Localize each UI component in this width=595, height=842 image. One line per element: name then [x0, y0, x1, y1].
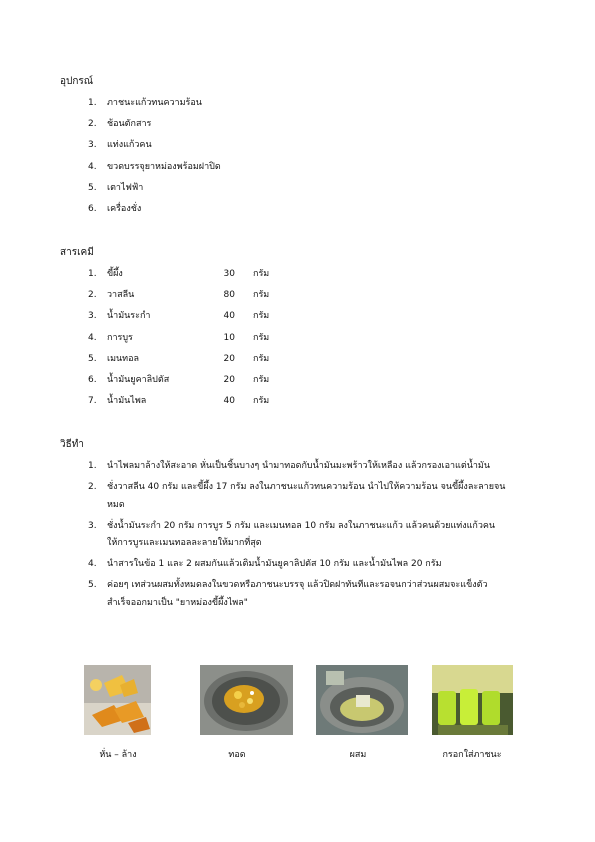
item-number: 1.: [88, 269, 97, 279]
step-text: ชั่งวาสลีน 40 กรัม และขี้ผึ้ง 17 กรัม ลงในภาชนะแก้วทนความร้อน นำไปให้ความร้อน จนขี้ผึ้งละลายจนหมด: [107, 482, 506, 510]
item-number: 3.: [88, 311, 97, 322]
ingredient-name: น้ำมันยูคาลิปตัส: [107, 374, 170, 385]
item-text: ภาชนะแก้วทนความร้อน: [107, 98, 202, 108]
step-number: 4.: [88, 559, 97, 569]
ingredients-heading: สารเคมี: [60, 247, 94, 258]
mixing-wok-photo: [316, 665, 408, 735]
ingredient-unit: กรัม: [253, 269, 270, 279]
method-step: [88, 479, 508, 514]
ingredient-unit: กรัม: [253, 311, 270, 322]
ingredient-unit: กรัม: [253, 332, 270, 343]
ingredient-amount: 20: [223, 353, 235, 364]
filled-jars-photo: [432, 665, 513, 735]
ingredient-unit: กรัม: [253, 396, 270, 407]
item-number: 1.: [88, 98, 97, 108]
sliced-galangal-photo: [84, 665, 151, 735]
ingredient-amount: 10: [223, 332, 235, 343]
item-text: ช้อนตักสาร: [107, 119, 152, 130]
ingredient-amount: 20: [223, 374, 235, 385]
step-text: นำสารในข้อ 1 และ 2 ผสมกันแล้วเติมน้ำมันยูคาลิปตัส 10 กรัม และน้ำมันไพล 20 กรัม: [107, 559, 442, 569]
item-number: 4.: [88, 161, 97, 172]
item-number: 3.: [88, 140, 97, 151]
ingredient-name: น้ำมันระกำ: [107, 311, 151, 322]
ingredient-name: เมนทอล: [107, 353, 140, 364]
step-text: นำไพลมาล้างให้สะอาด หั่นเป็นชิ้นบางๆ นำมาทอดกับน้ำมันมะพร้าวให้เหลือง แล้วกรองเอาแต่น้ำมัน: [107, 461, 490, 471]
photo-caption: ทอด: [228, 750, 246, 760]
photo-caption: กรอกใส่ภาชนะ: [442, 750, 502, 760]
ingredient-amount: 30: [223, 269, 235, 279]
photo-caption: ผสม: [349, 750, 367, 760]
ingredient-name: ขี้ผึ้ง: [107, 269, 123, 279]
method-step: [88, 518, 508, 553]
photo-strip: [0, 665, 595, 735]
ingredient-name: การบูร: [107, 332, 133, 343]
item-number: 6.: [88, 203, 97, 214]
method-step: [88, 556, 508, 574]
step-text: ชั่งน้ำมันระกำ 20 กรัม การบูร 5 กรัม และเมนทอล 10 กรัม ลงในภาชนะแก้ว แล้วคนด้วยแท่งแก้วคนให้การบูรและเมนทอลละลายให้มากที่สุด: [107, 520, 496, 548]
step-number: 1.: [88, 461, 97, 471]
ingredient-amount: 80: [223, 290, 235, 301]
item-text: เตาไฟฟ้า: [107, 182, 144, 193]
step-number: 3.: [88, 520, 97, 531]
ingredient-amount: 40: [223, 396, 235, 407]
item-text: ขวดบรรจุยาหม่องพร้อมฝาปิด: [107, 161, 221, 172]
item-number: 2.: [88, 119, 97, 130]
item-number: 7.: [88, 396, 97, 407]
method-step: [88, 458, 508, 476]
photo-caption: หั่น – ล้าง: [99, 750, 137, 760]
item-number: 6.: [88, 374, 97, 385]
ingredient-unit: กรัม: [253, 290, 270, 301]
frying-pan-photo: [200, 665, 293, 735]
step-number: 2.: [88, 482, 97, 492]
ingredient-unit: กรัม: [253, 374, 270, 385]
item-number: 4.: [88, 332, 97, 343]
ingredient-name: น้ำมันไพล: [107, 396, 147, 407]
item-text: แท่งแก้วคน: [107, 140, 152, 151]
method-heading: วิธีทำ: [60, 439, 84, 450]
item-number: 5.: [88, 353, 97, 364]
method-step: [88, 577, 508, 612]
item-text: เครื่องชั่ง: [107, 203, 142, 214]
step-text: ค่อยๆ เทส่วนผสมทั้งหมดลงในขวดหรือภาชนะบรรจุ แล้วปิดฝาทันทีและรอจนกว่าส่วนผสมจะแข็งตัว สำเร็จออกมาเป็น "ยาหม่องขี้ผึ้งไพล": [107, 580, 488, 608]
ingredient-name: วาสลีน: [107, 290, 135, 301]
item-number: 5.: [88, 182, 97, 193]
ingredient-amount: 40: [223, 311, 235, 322]
ingredient-unit: กรัม: [253, 353, 270, 364]
equipment-heading: อุปกรณ์: [60, 76, 94, 87]
step-number: 5.: [88, 580, 97, 590]
item-number: 2.: [88, 290, 97, 301]
method-steps: [88, 458, 508, 616]
